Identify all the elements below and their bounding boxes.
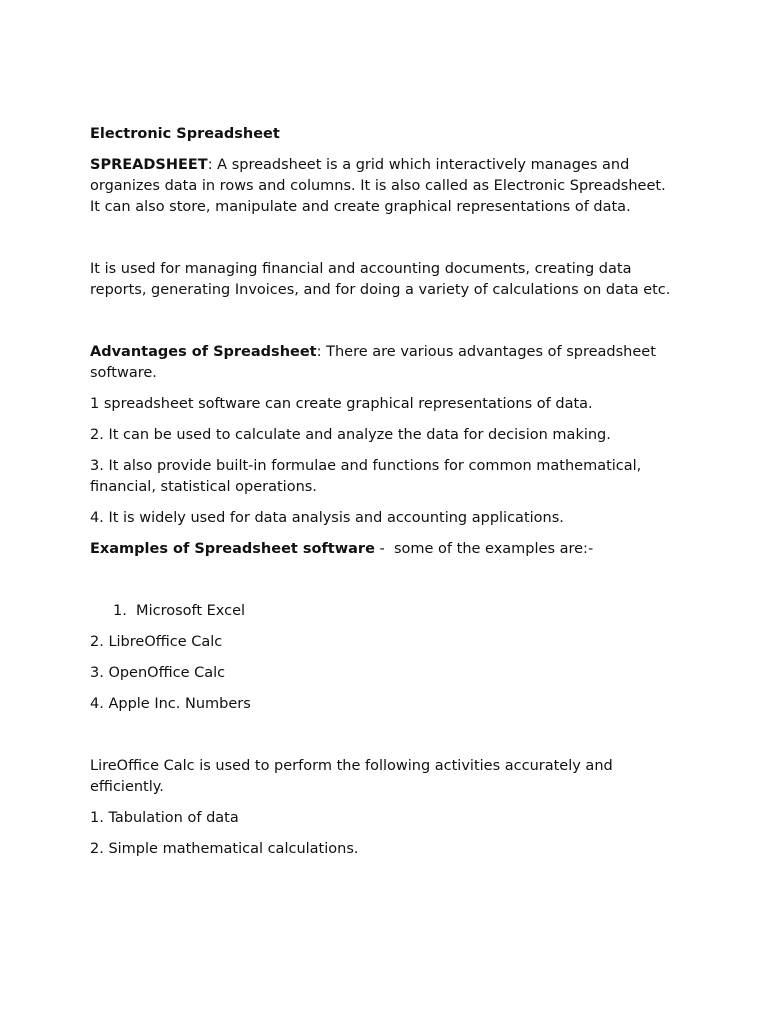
definition-text: : A spreadsheet is a grid which interactively manages and organizes data in rows and columns. It is also called as Electronic Spreadsheet. It can also store, manipulate and create graphical representations of data. (90, 157, 666, 215)
calc-item-2: 2. Simple mathematical calculations. (90, 841, 359, 857)
example-item-3: 3. OpenOffice Calc (90, 665, 226, 681)
document-page (90, 124, 680, 870)
advantages-paragraph (90, 342, 680, 384)
advantage-item-1: 1 spreadsheet software can create graphical representations of data. (90, 396, 593, 412)
definition-term: SPREADSHEET (90, 157, 208, 173)
examples-heading: Examples of Spreadsheet software (90, 541, 375, 557)
examples-paragraph (90, 539, 680, 560)
calc-item-1: 1. Tabulation of data (90, 810, 239, 826)
calc-intro: LireOffice Calc is used to perform the following activities accurately and efficiently. (90, 758, 613, 795)
document-title: Electronic Spreadsheet (90, 126, 280, 142)
advantage-item-3: 3. It also provide built-in formulae and functions for common mathematical, financial, statistical operations. (90, 458, 642, 495)
advantage-item-4: 4. It is widely used for data analysis and accounting applications. (90, 510, 564, 526)
advantages-heading: Advantages of Spreadsheet (90, 344, 317, 360)
advantage-item-2: 2. It can be used to calculate and analyze the data for decision making. (90, 427, 611, 443)
definition-paragraph (90, 155, 680, 218)
advantages-intro: : There are various advantages of spreadsheet software. (90, 344, 656, 381)
example-item-2: 2. LibreOffice Calc (90, 634, 223, 650)
example-item-1: 1. Microsoft Excel (113, 603, 246, 619)
examples-intro: - some of the examples are:- (374, 541, 594, 557)
example-item-4: 4. Apple Inc. Numbers (90, 696, 251, 712)
usage-paragraph: It is used for managing financial and accounting documents, creating data reports, generating Invoices, and for doing a variety of calculations on data etc. (90, 261, 671, 298)
